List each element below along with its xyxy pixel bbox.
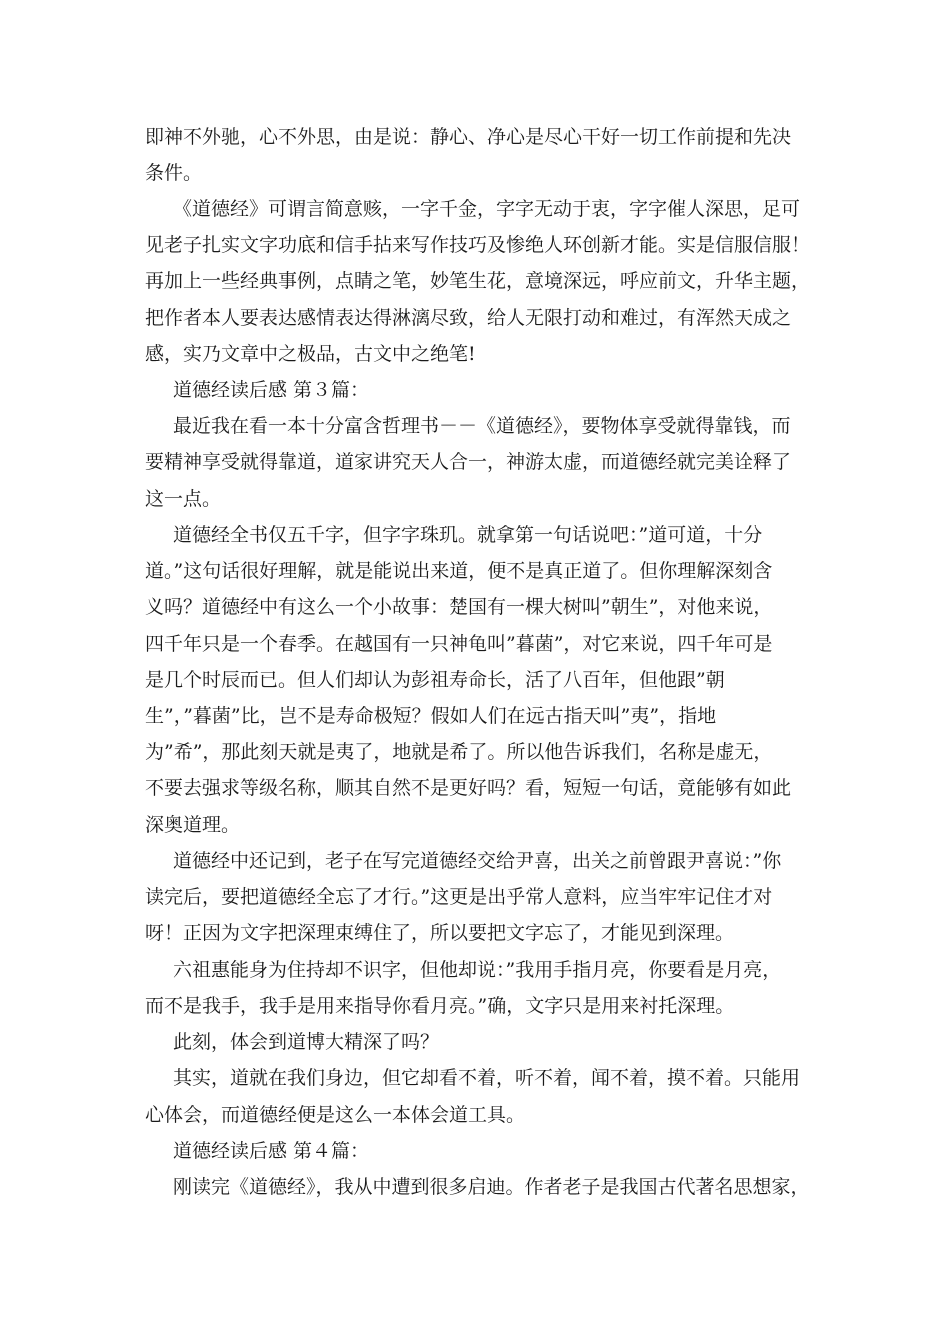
text-line: 此刻，体会到道博大精深了吗？ [173, 1031, 440, 1053]
text-line: 呀！正因为文字把深理束缚住了，所以要把文字忘了，才能见到深理。 [145, 922, 735, 944]
text-line: 四千年只是一个春季。在越国有一只神龟叫”暮菌”，对它来说，四千年可是 [145, 633, 773, 655]
text-line: 是几个时辰而已。但人们却认为彭祖寿命长，活了八百年，但他跟”朝 [145, 669, 725, 691]
text-line: 即神不外驰，心不外思，由是说：静心、净心是尽心干好一切工作前提和先决 [145, 126, 792, 148]
text-line: 读完后，要把道德经全忘了才行。”这更是出乎常人意料，应当牢牢记住才对 [145, 886, 773, 908]
text-line: 心体会，而道德经便是这么一本体会道工具。 [145, 1104, 526, 1126]
text-line: 《道德经》可谓言简意赅，一字千金，字字无动于衷，字字催人深思，足可 [173, 198, 801, 220]
section-heading: 道德经读后感 第３篇： [173, 379, 370, 401]
text-line: 六祖惠能身为住持却不识字，但他却说：”我用手指月亮，你要看是月亮， [173, 959, 782, 981]
text-line: 而不是我手，我手是用来指导你看月亮。”确，文字只是用来衬托深理。 [145, 995, 735, 1017]
text-line: 道。”这句话很好理解，就是能说出来道，便不是真正道了。但你理解深刻含 [145, 560, 773, 582]
text-line: 再加上一些经典事例，点睛之笔，妙笔生花，意境深远，呼应前文，升华主题， [145, 270, 811, 292]
text-line: 要精神享受就得靠道，道家讲究天人合一，神游太虚，而道德经就完美诠释了 [145, 451, 792, 473]
text-line: 生”，”暮菌”比，岂不是寿命极短？假如人们在远古指天叫”夷”，指地 [145, 705, 717, 727]
text-line: 道德经全书仅五千字，但字字珠玑。就拿第一句话说吧：”道可道，十分 [173, 524, 763, 546]
text-line: 最近我在看一本十分富含哲理书－－《道德经》，要物体享受就得靠钱，而 [173, 415, 791, 437]
text-line: 为”希”，那此刻天就是夷了，地就是希了。所以他告诉我们，名称是虚无， [145, 741, 773, 763]
text-line: 见老子扎实文字功底和信手拈来写作技巧及惨绝人环创新才能。实是信服信服！ [145, 234, 811, 256]
text-line: 把作者本人要表达感情表达得淋漓尽致，给人无限打动和难过，有浑然天成之 [145, 307, 792, 329]
text-line: 感，实乃文章中之极品，古文中之绝笔! [145, 343, 476, 365]
text-line: 刚读完《道德经》，我从中遭到很多启迪。作者老子是我国古代著名思想家， [173, 1176, 810, 1198]
text-line: 道德经中还记到，老子在写完道德经交给尹喜，出关之前曾跟尹喜说：”你 [173, 850, 782, 872]
text-line: 条件。 [145, 162, 203, 184]
text-line: 深奥道理。 [145, 814, 241, 836]
text-line: 不要去强求等级名称，顺其自然不是更好吗？看，短短一句话，竟能够有如此 [145, 777, 792, 799]
text-line: 这一点。 [145, 488, 222, 510]
section-heading: 道德经读后感 第４篇： [173, 1140, 370, 1162]
text-line: 其实，道就在我们身边，但它却看不着，听不着，闻不着，摸不着。只能用 [173, 1067, 801, 1089]
text-line: 义吗？道德经中有这么一个小故事：楚国有一棵大树叫”朝生”，对他来说， [145, 596, 773, 618]
